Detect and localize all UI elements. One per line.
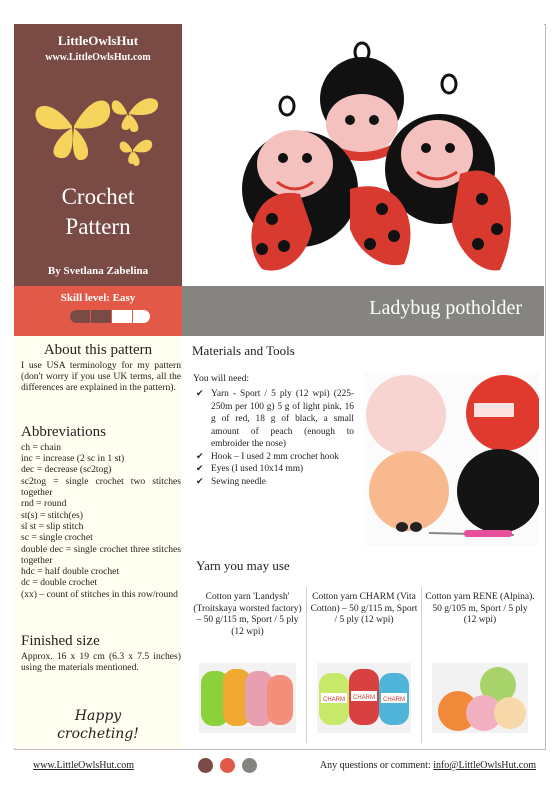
footer-dots bbox=[198, 758, 268, 774]
abbr-item: sc = single crochet bbox=[21, 532, 93, 544]
abbr-item: (xx) – count of stitches in this row/round bbox=[21, 588, 178, 600]
yarn-options-heading: Yarn you may use bbox=[196, 558, 290, 573]
yarn-options-table bbox=[189, 587, 538, 743]
title-crochet: Crochet bbox=[61, 184, 135, 209]
abbr-item: ch = chain bbox=[21, 441, 62, 453]
skill-pill-3 bbox=[112, 310, 132, 323]
closing-line-1: Happy bbox=[74, 708, 122, 724]
title-bar bbox=[182, 286, 544, 336]
materials-photo bbox=[364, 373, 539, 546]
yarn-balls-image bbox=[364, 373, 539, 546]
charm-label: CHARM bbox=[383, 697, 405, 703]
abbr-item: double dec = single crochet three stitches together bbox=[21, 543, 181, 566]
materials-intro: You will need: bbox=[193, 373, 250, 384]
abbreviations-section bbox=[21, 424, 181, 600]
skill-pill-4 bbox=[133, 310, 150, 323]
material-item: ✔ Eyes (I used 10x14 mm) bbox=[196, 463, 304, 474]
about-text: I use USA terminology for my pattern (don't worry if you use UK terms, all the differences are explained in the pattern). bbox=[21, 359, 181, 394]
right-column bbox=[182, 336, 544, 748]
yarn-option-cell bbox=[189, 587, 307, 743]
skill-level-panel bbox=[14, 286, 182, 336]
ladybug-potholders-image bbox=[182, 24, 544, 286]
author: By Svetlana Zabelina bbox=[47, 265, 149, 277]
abbr-item: inc = increase (2 sc in 1 st) bbox=[21, 453, 125, 464]
footer-dot-grey bbox=[242, 758, 257, 773]
footer-dot-red bbox=[220, 758, 235, 773]
about-heading: About this pattern bbox=[43, 342, 153, 358]
rene-yarn-image bbox=[432, 663, 528, 733]
materials-list bbox=[196, 388, 354, 488]
finished-size-heading: Finished size bbox=[21, 633, 100, 649]
closing-line-2: crocheting! bbox=[57, 726, 139, 742]
yarn-photo bbox=[432, 663, 528, 733]
material-item: ✔ Sewing needle bbox=[196, 475, 266, 487]
abbr-item: hdc = half double crochet bbox=[21, 566, 120, 578]
finished-size-section bbox=[21, 633, 181, 673]
finished-size-text: Approx. 16 x 19 cm (6.3 x 7.5 inches) using the materials mentioned. bbox=[21, 650, 181, 673]
abbr-item: sc2tog = single crochet two stitches together bbox=[21, 475, 181, 498]
abbr-item: dec = decrease (sc2tog) bbox=[21, 464, 112, 476]
materials-heading: Materials and Tools bbox=[192, 343, 295, 358]
check-icon: ✔ bbox=[196, 463, 204, 473]
check-icon: ✔ bbox=[196, 475, 204, 486]
contact-label: Any questions or comment: bbox=[319, 760, 434, 771]
footer bbox=[0, 756, 558, 780]
butterflies-icon bbox=[32, 88, 182, 183]
skill-pill-1 bbox=[70, 310, 90, 323]
abbr-item: st(s) = stitch(es) bbox=[21, 509, 83, 521]
hero-image bbox=[182, 24, 544, 286]
abbreviations-heading: Abbreviations bbox=[21, 424, 106, 440]
yarn-photo bbox=[317, 663, 411, 733]
yarn-photo bbox=[199, 663, 296, 733]
yarn-option-text: Cotton yarn CHARM (Vita Cotton) – 50 g/115 m, Sport / 5 ply (12 wpi) bbox=[310, 592, 418, 626]
yarn-skeins-image bbox=[199, 663, 296, 733]
skill-level-indicator bbox=[70, 310, 150, 324]
footer-contact bbox=[320, 760, 536, 771]
footer-dot-brown bbox=[198, 758, 213, 773]
contact-email-link[interactable]: info@LittleOwlsHut.com bbox=[433, 760, 536, 771]
charm-yarn-image bbox=[317, 663, 411, 733]
brand-name: LittleOwlsHut bbox=[57, 33, 139, 48]
abbr-item: sl st = slip stitch bbox=[21, 520, 84, 532]
yarn-option-cell bbox=[422, 587, 538, 743]
yarn-option-text: Cotton yarn 'Landysh' (Troitskaya worsted factory) – 50 g/115 m, Sport / 5 ply (12 wpi) bbox=[193, 592, 302, 637]
abbr-item: rnd = round bbox=[21, 498, 67, 510]
about-section bbox=[21, 342, 181, 394]
product-title: Ladybug potholder bbox=[369, 297, 522, 319]
check-icon: ✔ bbox=[196, 388, 204, 398]
header-panel bbox=[14, 24, 182, 286]
charm-label: CHARM bbox=[353, 695, 375, 701]
brand-url[interactable]: www.LittleOwlsHut.com bbox=[45, 52, 151, 63]
left-column bbox=[14, 336, 182, 748]
title-pattern: Pattern bbox=[65, 214, 131, 239]
footer-url[interactable]: www.LittleOwlsHut.com bbox=[33, 760, 135, 771]
yarn-option-text: Cotton yarn RENE (Alpina). 50 g/105 m, Sport / 5 ply (12 wpi) bbox=[425, 592, 535, 626]
charm-label: CHARM bbox=[323, 697, 345, 703]
abbr-item: dc = double crochet bbox=[21, 577, 98, 589]
material-item: ✔ Hook – I used 2 mm crochet hook bbox=[196, 450, 339, 462]
yarn-option-cell bbox=[307, 587, 422, 743]
material-item: ✔ Yarn - Sport / 5 ply (12 wpi) (225-250m per 100 g) 5 g of light pink, 16 g of red, 18 g of black, a small amount of peach (enough to embroider the nose) bbox=[196, 388, 354, 449]
check-icon: ✔ bbox=[196, 450, 204, 461]
skill-pill-2 bbox=[91, 310, 111, 323]
skill-level-label: Skill level: Easy bbox=[60, 292, 136, 304]
